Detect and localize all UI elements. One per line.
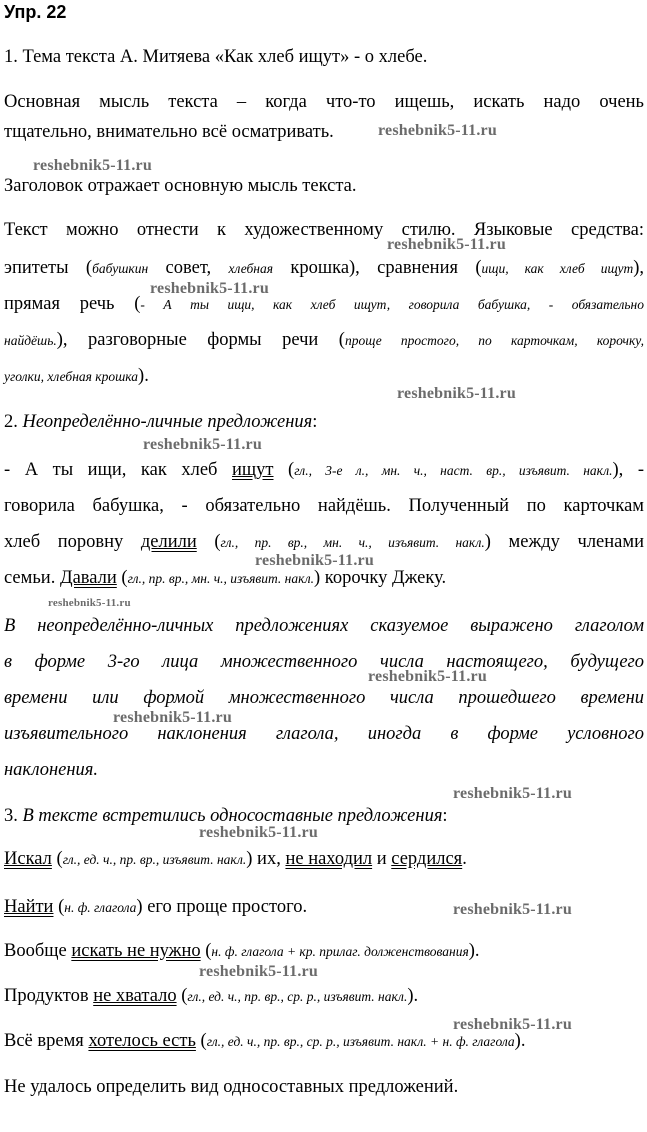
s3-line-6: Не удалось определить вид односоставных предложений. — [4, 1077, 459, 1097]
watermark: reshebnik5-11.ru — [33, 157, 152, 174]
s1-line-colloquial: найдёшь.), разговорные формы речи (проще простого, по карточкам, корочку, — [4, 330, 644, 350]
s2-rule-4: изъявительного наклонения глагола, иногда в форме условного — [4, 724, 644, 744]
s1-line-style: Текст можно отнести к художественному стилю. Языковые средства: — [4, 220, 644, 240]
watermark: reshebnik5-11.ru — [113, 709, 232, 726]
watermark: reshebnik5-11.ru — [453, 901, 572, 918]
exercise-title: Упр. 22 — [4, 2, 67, 22]
s2-line-2: говорила бабушка, - обязательно найдёшь. Полученный по карточкам — [4, 496, 644, 516]
s2-rule-5: наклонения. — [4, 760, 99, 780]
s1-line-epithets: эпитеты (бабушкин совет, хлебная крошка), сравнения (ищи, как хлеб ищут), — [4, 258, 645, 278]
watermark: reshebnik5-11.ru — [453, 785, 572, 802]
s2-rule-1: В неопределённо-личных предложениях сказуемое выражено глаголом — [4, 616, 644, 636]
s3-line-2: Найти (н. ф. глагола) его проще простого. — [4, 897, 308, 917]
s1-line-main-idea-1: Основная мысль текста – когда что-то ищешь, искать надо очень — [4, 92, 644, 112]
watermark: reshebnik5-11.ru — [397, 385, 516, 402]
s3-line-1: Искал (гл., ед. ч., пр. вр., изъявит. накл.) их, не находил и сердился. — [4, 849, 467, 869]
watermark: reshebnik5-11.ru — [255, 552, 374, 569]
s2-line-4: семьи. Давали (гл., пр. вр., мн. ч., изъявит. накл.) корочку Джеку. — [4, 568, 447, 588]
watermark: reshebnik5-11.ru — [199, 963, 318, 980]
s3-line-5: Всё время хотелось есть (гл., ед. ч., пр. вр., ср. р., изъявит. накл. + н. ф. глагола). — [4, 1031, 526, 1051]
s3-heading: 3. В тексте встретились односоставные предложения: — [4, 806, 448, 826]
s3-line-4: Продуктов не хватало (гл., ед. ч., пр. вр., ср. р., изъявит. накл.). — [4, 986, 419, 1006]
s2-rule-3: времени или формой множественного числа прошедшего времени — [4, 688, 644, 708]
watermark: reshebnik5-11.ru — [378, 122, 497, 139]
s1-line-colloquial-end: уголки, хлебная крошка). — [4, 366, 149, 386]
s2-heading: 2. Неопределённо-личные предложения: — [4, 412, 318, 432]
watermark: reshebnik5-11.ru — [143, 436, 262, 453]
s1-line-topic: 1. Тема текста А. Митяева «Как хлеб ищут» - о хлебе. — [4, 47, 428, 67]
watermark: reshebnik5-11.ru — [150, 280, 269, 297]
s2-line-3: хлеб поровну делили (гл., пр. вр., мн. ч., изъявит. накл.) между членами — [4, 532, 644, 552]
watermark: reshebnik5-11.ru — [199, 824, 318, 841]
watermark: reshebnik5-11.ru — [48, 597, 131, 609]
s1-line-main-idea-2: тщательно, внимательно всё осматривать. — [4, 122, 334, 142]
s1-line-direct-speech: прямая речь (- А ты ищи, как хлеб ищут, говорила бабушка, - обязательно — [4, 294, 644, 314]
watermark: reshebnik5-11.ru — [453, 1016, 572, 1033]
watermark: reshebnik5-11.ru — [387, 236, 506, 253]
watermark: reshebnik5-11.ru — [368, 668, 487, 685]
s1-line-heading-note: Заголовок отражает основную мысль текста. — [4, 176, 357, 196]
s2-rule-2: в форме 3-го лица множественного числа настоящего, будущего — [4, 652, 644, 672]
s3-line-3: Вообще искать не нужно (н. ф. глагола + кр. прилаг. долженствования). — [4, 941, 480, 961]
s2-line-1: - А ты ищи, как хлеб ищут (гл., 3-е л., мн. ч., наст. вр., изъявит. накл.), - — [4, 460, 644, 480]
